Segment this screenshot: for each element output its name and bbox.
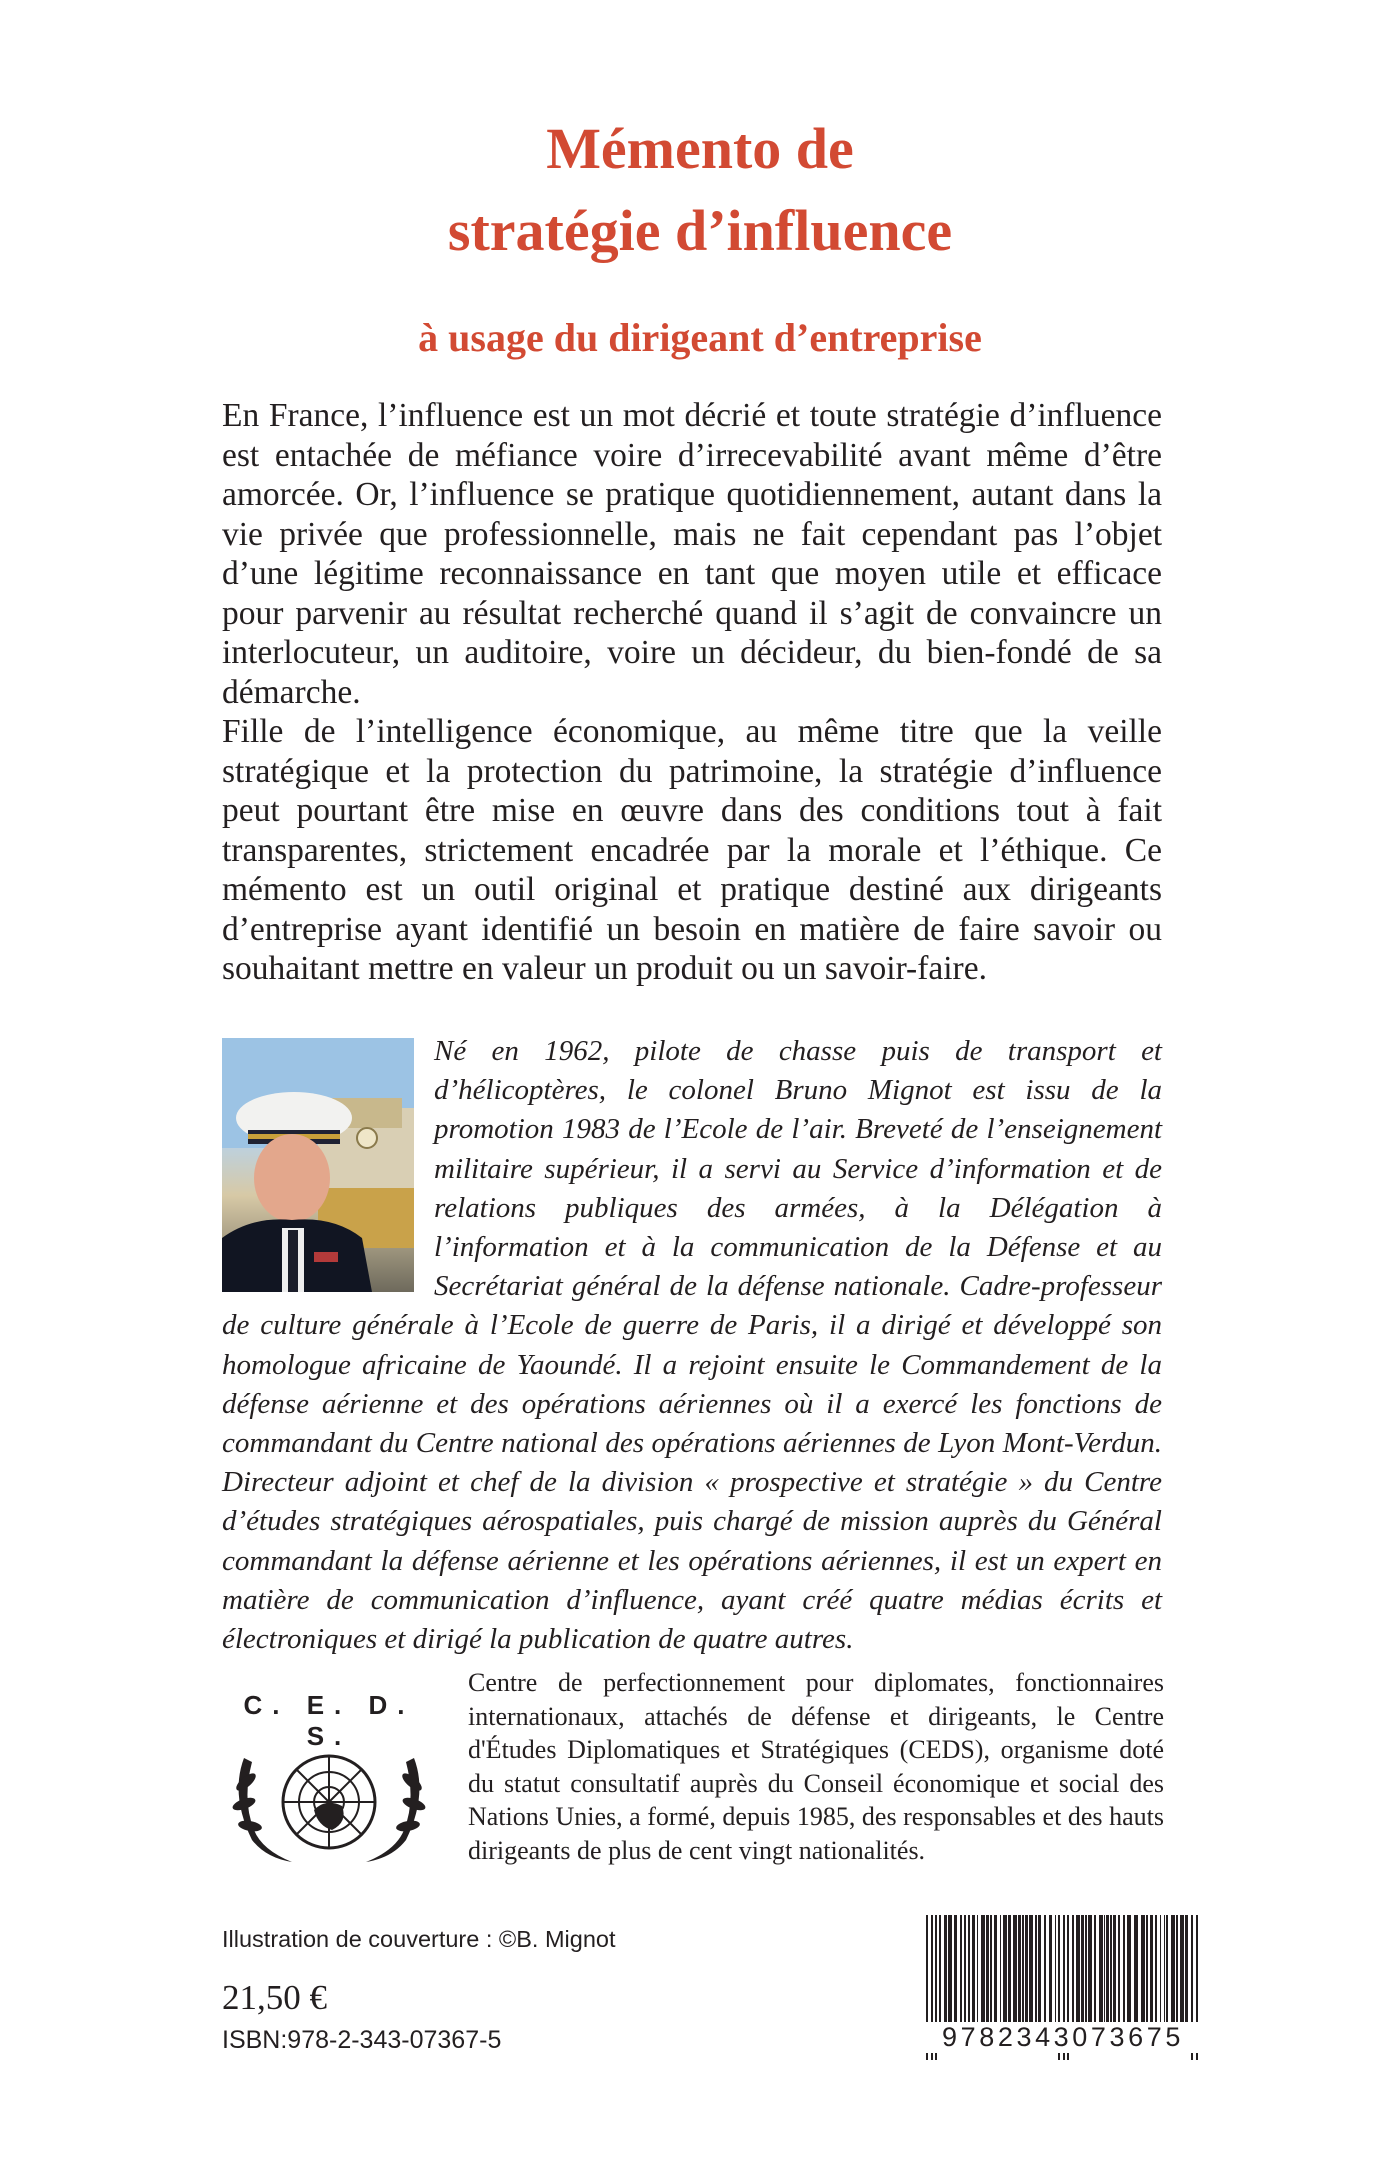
barcode-bar [1076, 1915, 1080, 2027]
barcode-bar [1000, 1915, 1001, 2027]
summary-paragraph-1: En France, l’influence est un mot décrié et toute stratégie d’influence est entachée de méfiance voire d’irrecevabilité avant même d’être amorcée. Or, l’influence se pratique quotidiennement, autant dans la vie privée que professionnelle, mais ne fait cependant pas l’objet d’une légitime reconnaissance en tant que moyen utile et efficace pour parvenir au résultat recherché quand il s’agit de convaincre un interlocuteur, un auditoire, voire un décideur, du bien-fondé de sa démarche. [222, 397, 1162, 711]
isbn: ISBN:978-2-343-07367-5 [222, 2026, 502, 2054]
cover-credit: Illustration de couverture : ©B. Mignot [222, 1926, 616, 1952]
barcode-bar [1099, 1915, 1103, 2027]
barcode-bar [1018, 1915, 1021, 2027]
barcode-bar [1081, 1915, 1084, 2027]
barcode-bar [960, 1915, 962, 2027]
barcode-bar [1150, 1915, 1153, 2027]
barcode-bar [990, 1915, 992, 2027]
barcode-bar [1085, 1915, 1087, 2027]
barcode-bar [1164, 1915, 1165, 2027]
barcode-bar [1025, 1915, 1028, 2027]
book-title [0, 108, 1400, 272]
barcode-bar [1185, 1915, 1188, 2027]
barcode-bar [1176, 1915, 1178, 2027]
ceds-description: Centre de perfectionnement pour diplomates, fonctionnaires internationaux, attachés de défense et dirigeants, le Centre d'Études Diplomatiques et Stratégiques (CEDS), organisme doté du statut consultatif auprès du Conseil économique et social des Nations Unies, a formé, depuis 1985, des responsables et des hauts dirigeants de plus de cent vingt nationalités. [468, 1668, 1164, 1865]
ceds-logo-text: C. E. D. S. [243, 1690, 415, 1751]
barcode-digits: 9782343073675 [918, 2022, 1208, 2053]
barcode-bar [1118, 1915, 1120, 2027]
barcode-bar [986, 1915, 989, 2027]
barcode-bar [1180, 1915, 1184, 2027]
barcode-bar [1134, 1915, 1138, 2027]
barcode-bar [994, 1915, 997, 2027]
barcode-bar [1013, 1915, 1017, 2027]
barcode-bar [1104, 1915, 1105, 2027]
barcode-bar [1094, 1915, 1096, 2027]
barcode-bar [1038, 1915, 1041, 2027]
barcode-bar [1022, 1915, 1024, 2027]
barcode-bar [1035, 1915, 1037, 2027]
book-title-line-2: stratégie d’influence [447, 198, 953, 263]
barcode-bar [1146, 1915, 1148, 2027]
barcode-bar [1155, 1915, 1157, 2027]
barcode-bar [1029, 1915, 1033, 2027]
barcode-bar [1003, 1915, 1007, 2027]
barcode-bar [944, 1915, 947, 2027]
barcode-bar [1008, 1915, 1011, 2027]
barcode-bar [1141, 1915, 1145, 2027]
barcode-bar [1123, 1915, 1125, 2027]
barcode-bar [948, 1915, 952, 2027]
barcode-bar [1055, 1915, 1056, 2027]
barcode-bar [964, 1915, 966, 2027]
barcode-bar [954, 1915, 957, 2027]
barcode-bar [1166, 1915, 1168, 2027]
barcode-bar [1113, 1915, 1116, 2027]
barcode-bar [972, 1915, 975, 2027]
barcode-bar [1049, 1915, 1052, 2027]
barcode-bar [1160, 1915, 1161, 2027]
book-subtitle: à usage du dirigeant d’entreprise [418, 315, 982, 360]
barcode-bar [968, 1915, 970, 2027]
barcode-bar [1088, 1915, 1092, 2027]
author-biography-block [222, 1032, 1162, 1659]
barcode-bar [939, 1915, 941, 2027]
barcode-bar [1106, 1915, 1109, 2027]
back-cover-summary [222, 396, 1162, 989]
barcode-bar [1171, 1915, 1175, 2027]
barcode-bar [1072, 1915, 1074, 2027]
barcode-bar [1110, 1915, 1112, 2027]
barcode-bar [1044, 1915, 1046, 2027]
barcode-bar [977, 1915, 978, 2027]
author-biography: Né en 1962, pilote de chasse puis de transport et d’hélicoptères, le colonel Bruno Mignot est issu de la promotion 1983 de l’Ecole de l’air. Breveté de l’enseignement militaire supérieur, il a servi au Service d’information et de relations publiques des armées, à la Délégation à l’information et à la communication de la Défense et au Secrétariat général de la défense nationale. Cadre-professeur de culture générale à l’Ecole de guerre de Paris, il a dirigé et développé son homologue africaine de Yaoundé. Il a rejoint ensuite le Commandement de la défense aérienne et des opérations aériennes où il a exercé les fonctions de commandant du Centre national des opérations aériennes de Lyon Mont-Verdun. Directeur adjoint et chef de la division « prospective et stratégie » du Centre d’études stratégiques aérospatiales, puis chargé de mission auprès du Général commandant la défense aérienne et les opérations aériennes, il est un expert en matière de communication d’influence, ayant créé quatre médias écrits et électroniques et dirigé la publication de quatre autres. [222, 1035, 1162, 1656]
price: 21,50 € [222, 1978, 327, 2017]
summary-paragraph-2: Fille de l’intelligence économique, au même titre que la veille stratégique et la protection du patrimoine, la stratégie d’influence peut pourtant être mise en œuvre dans des conditions tout à fait transparentes, strictement encadrée par la morale et l’éthique. Ce mémento est un outil original et pratique destiné aux dirigeants d’entreprise ayant identifié un besoin en matière de faire savoir ou souhaitant mettre en valeur un produit ou un savoir-faire. [222, 713, 1162, 987]
book-title-line-1: Mémento de [546, 116, 854, 181]
barcode-bar [981, 1915, 985, 2027]
photo-spacer [222, 1032, 434, 1294]
ceds-logo [222, 1690, 436, 1870]
barcode-bar [1127, 1915, 1131, 2027]
